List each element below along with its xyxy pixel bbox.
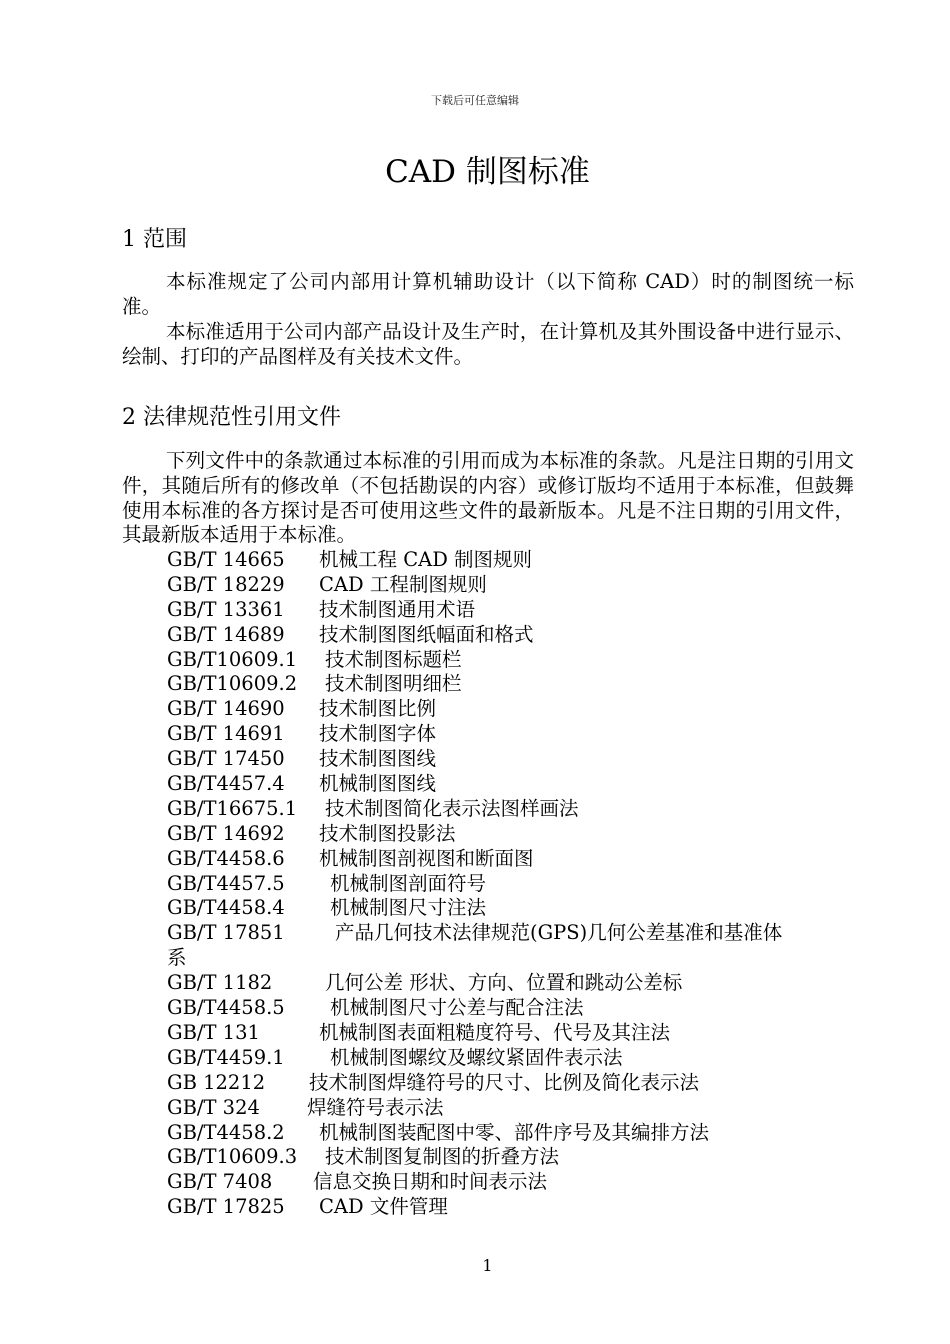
reference-code: GB/T 14690 (167, 697, 285, 721)
reference-title: 焊缝符号表示法 (307, 1095, 444, 1119)
reference-title: 机械制图图线 (319, 772, 437, 796)
reference-title: 技术制图图线 (319, 747, 437, 771)
reference-item (167, 1046, 857, 1071)
reference-code: GB/T10609.1 (167, 647, 298, 671)
reference-item (167, 1096, 857, 1121)
reference-item (167, 548, 857, 573)
reference-title: 技术制图投影法 (319, 821, 456, 845)
reference-item (167, 896, 857, 921)
reference-title: 机械制图表面粗糙度符号、代号及其注法 (319, 1020, 671, 1044)
reference-code: GB/T 7408 (167, 1170, 273, 1194)
reference-code: GB/T 324 (167, 1095, 260, 1119)
reference-title: 技术制图字体 (319, 722, 437, 746)
reference-item (167, 971, 857, 996)
section-heading-scope: 1 范围 (122, 227, 187, 252)
reference-title: 技术制图焊缝符号的尺寸、比例及简化表示法 (309, 1070, 700, 1094)
references-intro-paragraph: 下列文件中的条款通过本标准的引用而成为本标准的条款。凡是注日期的引用文件，其随后所有的修改单（不包括勘误的内容）或修订版均不适用于本标准，但鼓舞使用本标准的各方探讨是否可使用这些文件的最新版本。凡是不注日期的引用文件，其最新版本适用于本标准。 (122, 449, 854, 547)
reference-item (167, 996, 857, 1021)
scope-paragraph-1: 本标准规定了公司内部用计算机辅助设计（以下简称 CAD）时的制图统一标准。 (122, 270, 854, 318)
reference-title: 技术制图标题栏 (325, 647, 462, 671)
reference-title: 产品几何技术法律规范(GPS)几何公差基准和基准体 (335, 921, 783, 945)
reference-code: GB/T 18229 (167, 572, 285, 596)
reference-code: GB/T4459.1 (167, 1045, 285, 1069)
reference-title: CAD 工程制图规则 (319, 572, 487, 596)
section-heading-references: 2 法律规范性引用文件 (122, 405, 341, 430)
reference-item (167, 573, 857, 598)
reference-item (167, 772, 857, 797)
reference-title: 机械制图剖面符号 (330, 871, 487, 895)
reference-code: GB/T16675.1 (167, 796, 298, 820)
reference-code: GB 12212 (167, 1070, 266, 1094)
reference-code: GB/T 13361 (167, 597, 285, 621)
reference-code: GB/T4457.4 (167, 772, 285, 796)
reference-title: 几何公差 形状、方向、位置和跳动公差标 (325, 971, 683, 995)
reference-code: GB/T 131 (167, 1020, 260, 1044)
reference-item (167, 822, 857, 847)
reference-code: GB/T 17825 (167, 1195, 285, 1219)
reference-title: 机械制图尺寸注法 (330, 896, 487, 920)
reference-item (167, 872, 857, 897)
scope-paragraph-2: 本标准适用于公司内部产品设计及生产时，在计算机及其外围设备中进行显示、绘制、打印的产品图样及有关技术文件。 (122, 320, 854, 368)
reference-title: CAD 文件管理 (319, 1195, 448, 1219)
reference-item (167, 648, 857, 673)
reference-title: 技术制图通用术语 (319, 597, 476, 621)
reference-item (167, 797, 857, 822)
reference-code: GB/T4458.5 (167, 996, 285, 1020)
reference-code: GB/T 14689 (167, 622, 285, 646)
reference-title: 技术制图比例 (319, 697, 437, 721)
reference-title: 机械制图螺纹及螺纹紧固件表示法 (330, 1045, 623, 1069)
reference-title: 信息交换日期和时间表示法 (313, 1170, 548, 1194)
reference-item (167, 1170, 857, 1195)
reference-item (167, 1195, 857, 1220)
reference-item (167, 672, 857, 697)
page-header-note: 下载后可任意编辑 (431, 94, 519, 107)
page-number: 1 (482, 1256, 493, 1275)
reference-title: 机械制图剖视图和断面图 (319, 846, 534, 870)
reference-item (167, 747, 857, 772)
reference-code: GB/T4458.4 (167, 896, 285, 920)
reference-code: GB/T 1182 (167, 971, 273, 995)
document-title: CAD 制图标准 (385, 154, 590, 190)
reference-item (167, 697, 857, 722)
reference-title: 技术制图明细栏 (325, 672, 462, 696)
reference-code: GB/T10609.3 (167, 1145, 298, 1169)
reference-code: GB/T 14691 (167, 722, 285, 746)
reference-code: GB/T4457.5 (167, 871, 285, 895)
reference-code: GB/T10609.2 (167, 672, 298, 696)
reference-item (167, 623, 857, 648)
reference-title-continuation: 系 (167, 946, 187, 970)
reference-item (167, 1021, 857, 1046)
reference-list (167, 548, 857, 1220)
reference-item (167, 598, 857, 623)
reference-item (167, 1121, 857, 1146)
reference-item (167, 1145, 857, 1170)
reference-item (167, 1071, 857, 1096)
reference-code: GB/T4458.6 (167, 846, 285, 870)
reference-title: 技术制图复制图的折叠方法 (325, 1145, 560, 1169)
reference-item (167, 722, 857, 747)
reference-title: 技术制图简化表示法图样画法 (325, 796, 579, 820)
reference-code: GB/T4458.2 (167, 1120, 285, 1144)
reference-code: GB/T 17450 (167, 747, 285, 771)
reference-title: 机械制图装配图中零、部件序号及其编排方法 (319, 1120, 710, 1144)
reference-code: GB/T 14692 (167, 821, 285, 845)
reference-code: GB/T 17851 (167, 921, 285, 945)
reference-title: 技术制图图纸幅面和格式 (319, 622, 534, 646)
reference-title: 机械制图尺寸公差与配合注法 (330, 996, 584, 1020)
reference-item (167, 847, 857, 872)
reference-code: GB/T 14665 (167, 548, 285, 571)
reference-item (167, 921, 857, 971)
reference-title: 机械工程 CAD 制图规则 (319, 548, 533, 571)
